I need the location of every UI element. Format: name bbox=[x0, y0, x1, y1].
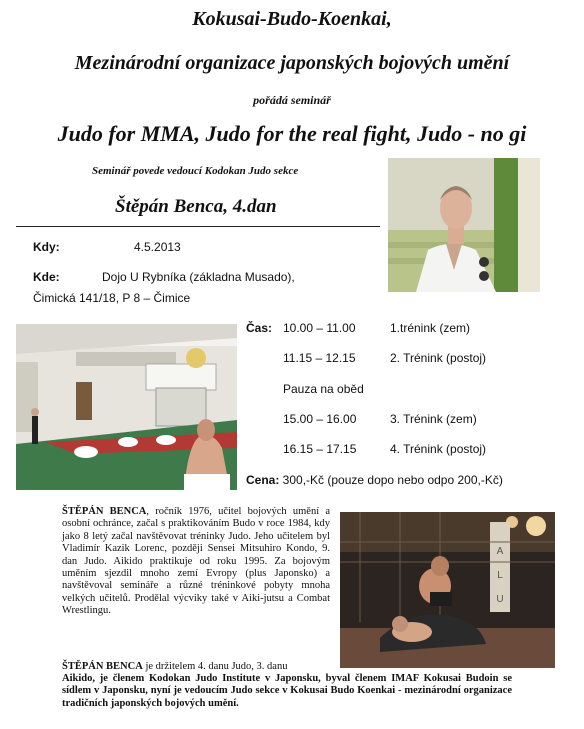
schedule-time-4: 16.15 – 17.15 bbox=[283, 442, 357, 456]
dojo-photo bbox=[16, 324, 237, 490]
place-line-1: Dojo U Rybníka (základna Musado), bbox=[102, 270, 295, 284]
bio-paragraph-1 bbox=[62, 506, 330, 618]
bio-name-2: ŠTĚPÁN BENCA bbox=[62, 661, 143, 672]
bio-paragraph-2-start bbox=[62, 661, 340, 673]
org-name: Kokusai-Budo-Koenkai, bbox=[192, 8, 392, 30]
schedule-time-2: 11.15 – 12.15 bbox=[283, 351, 356, 365]
date-label: Kdy: bbox=[33, 240, 60, 254]
price-line bbox=[246, 473, 503, 487]
presents-line: pořádá seminář bbox=[253, 93, 331, 107]
bio-paragraph-2-rest: Aikido, je členem Kodokan Judo Institute v Japonsku, byval členem IMAF Kokusai Budoin se sídlem v Japonsku, nyní je vedoucím Judo sekce v Kokusai Budo Koenkai - mezinárodní organizace tradičních japonských bojových umění. bbox=[62, 673, 512, 709]
price-label: Cena: bbox=[246, 473, 280, 487]
time-label: Čas: bbox=[246, 321, 273, 335]
date-value: 4.5.2013 bbox=[134, 240, 181, 254]
bio-name-1: ŠTĚPÁN BENCA bbox=[62, 506, 147, 517]
schedule-session-1: 1.trénink (zem) bbox=[390, 321, 471, 335]
schedule-session-2: 2. Trénink (postoj) bbox=[390, 351, 487, 365]
place-line-2: Čimická 141/18, P 8 – Čimice bbox=[33, 291, 191, 305]
schedule-session-4: 4. Trénink (postoj) bbox=[390, 442, 487, 456]
schedule-time-1: 10.00 – 11.00 bbox=[283, 321, 356, 335]
org-description: Mezinárodní organizace japonských bojových umění bbox=[74, 52, 510, 74]
price-value: 300,-Kč (pouze dopo nebo odpo 200,-Kč) bbox=[279, 473, 503, 487]
lunch-break: Pauza na oběd bbox=[283, 382, 364, 396]
svg-text:A: A bbox=[496, 546, 504, 557]
bio-text-1: , ročník 1976, učitel bojových umění a osobní ochránce, začal s praktikováním Budo v roce 1984, kdy jako 8 letý začal navštěvovat tréninky Judo. Jeho učitelem byl Vladimír Kazik Lorenc, později Sensei Mitsuhiro Kondo, 9. dan Judo. Aikido praktikuje od roku 1995. Za bojovým uměním sjezdil mnoho zemí Evropy (plus Japonsko) a navštěvoval semináře a různé tréninkové pobyty mnoha velkých učitelů. Prodělal výcviky také v Aiki-jutsu a Combat Wrestlingu. bbox=[62, 506, 330, 617]
place-label: Kde: bbox=[33, 270, 60, 284]
teacher-name: Štěpán Benca, 4.dan bbox=[115, 196, 277, 217]
schedule-session-3: 3. Trénink (zem) bbox=[390, 412, 477, 426]
divider bbox=[16, 226, 380, 227]
teacher-photo bbox=[388, 158, 540, 292]
mma-photo bbox=[340, 512, 555, 668]
bio-text-2a: je držitelem 4. danu Judo, 3. danu bbox=[142, 661, 288, 672]
svg-text:L: L bbox=[497, 570, 503, 581]
seminar-title: Judo for MMA, Judo for the real fight, Judo - no gi bbox=[57, 121, 527, 146]
schedule-time-3: 15.00 – 16.00 bbox=[283, 412, 357, 426]
svg-text:U: U bbox=[496, 594, 504, 605]
led-by-line: Seminář povede vedoucí Kodokan Judo sekce bbox=[92, 165, 299, 177]
